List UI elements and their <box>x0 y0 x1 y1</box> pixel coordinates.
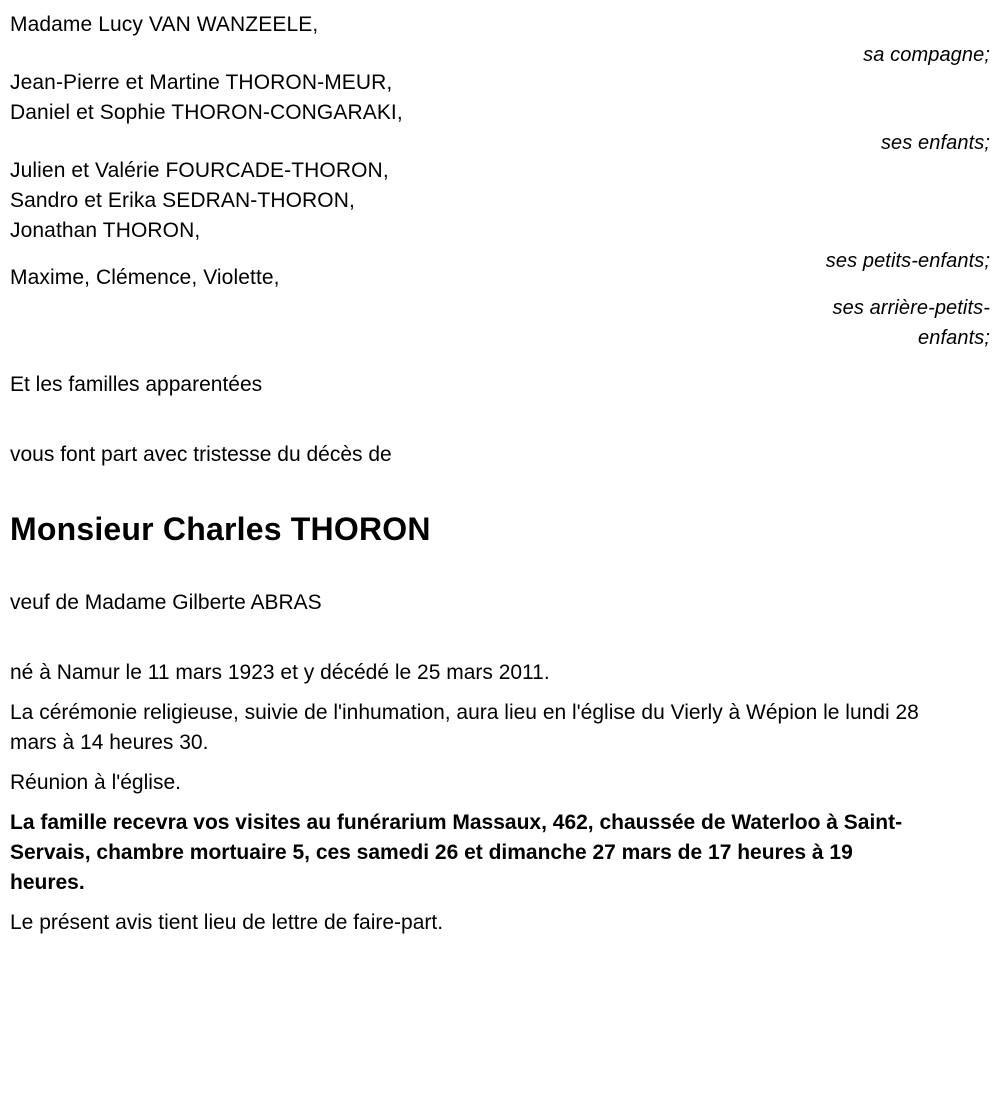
names-group-grandchildren <box>10 156 990 246</box>
relation-label-grandchildren: ses petits-enfants; <box>825 250 990 272</box>
relation-label-companion: sa compagne; <box>863 44 990 66</box>
gathering-line: Réunion à l'église. <box>10 771 181 794</box>
spacer <box>10 688 990 698</box>
spacer <box>10 898 990 908</box>
spacer <box>10 548 990 588</box>
relation-label-children: ses enfants; <box>880 132 990 154</box>
visits-line: La famille recevra vos visites au funérarium Massaux, 462, chaussée de Waterloo à Saint-Servais, chambre mortuaire 5, ces samedi 26 et dimanche 27 mars de 17 heures à 19 heures. <box>10 811 903 894</box>
name-line: Daniel et Sophie THORON-CONGARAKI, <box>10 101 403 124</box>
relation-block-grandchildren <box>10 156 990 272</box>
name-line: Jean-Pierre et Martine THORON-MEUR, <box>10 71 393 94</box>
name-line: Sandro et Erika SEDRAN-THORON, <box>10 189 355 212</box>
name-line: Julien et Valérie FOURCADE-THORON, <box>10 159 389 182</box>
spacer <box>10 758 990 768</box>
relation-label-great-grandchildren: ses arrière-petits-enfants; <box>832 297 990 349</box>
spacer <box>10 618 990 658</box>
name-line: Maxime, Clémence, Violette, <box>10 266 280 289</box>
spacer <box>10 798 990 808</box>
relation-block-children <box>10 68 990 154</box>
related-families-line: Et les familles apparentées <box>10 373 263 396</box>
spacer <box>10 400 990 440</box>
names-group-great-grandchildren <box>10 263 990 293</box>
names-group-children <box>10 68 990 128</box>
spouse-line: veuf de Madame Gilberte ABRAS <box>10 591 322 614</box>
relation-block-great-grandchildren <box>10 263 990 353</box>
spacer <box>10 470 990 510</box>
announcement-line: vous font part avec tristesse du décès de <box>10 443 392 466</box>
relation-block-companion <box>10 10 990 66</box>
birth-death-line: né à Namur le 11 mars 1923 et y décédé le 25 mars 2011. <box>10 661 550 684</box>
names-group-companion <box>10 10 990 40</box>
closing-line: Le présent avis tient lieu de lettre de faire-part. <box>10 911 444 934</box>
name-line: Jonathan THORON, <box>10 219 201 242</box>
ceremony-line: La cérémonie religieuse, suivie de l'inhumation, aura lieu en l'église du Vierly à Wépion le lundi 28 mars à 14 heures 30. <box>10 701 919 754</box>
deceased-name: Monsieur Charles THORON <box>10 511 431 547</box>
spacer <box>10 353 990 370</box>
name-line: Madame Lucy VAN WANZEELE, <box>10 13 319 36</box>
